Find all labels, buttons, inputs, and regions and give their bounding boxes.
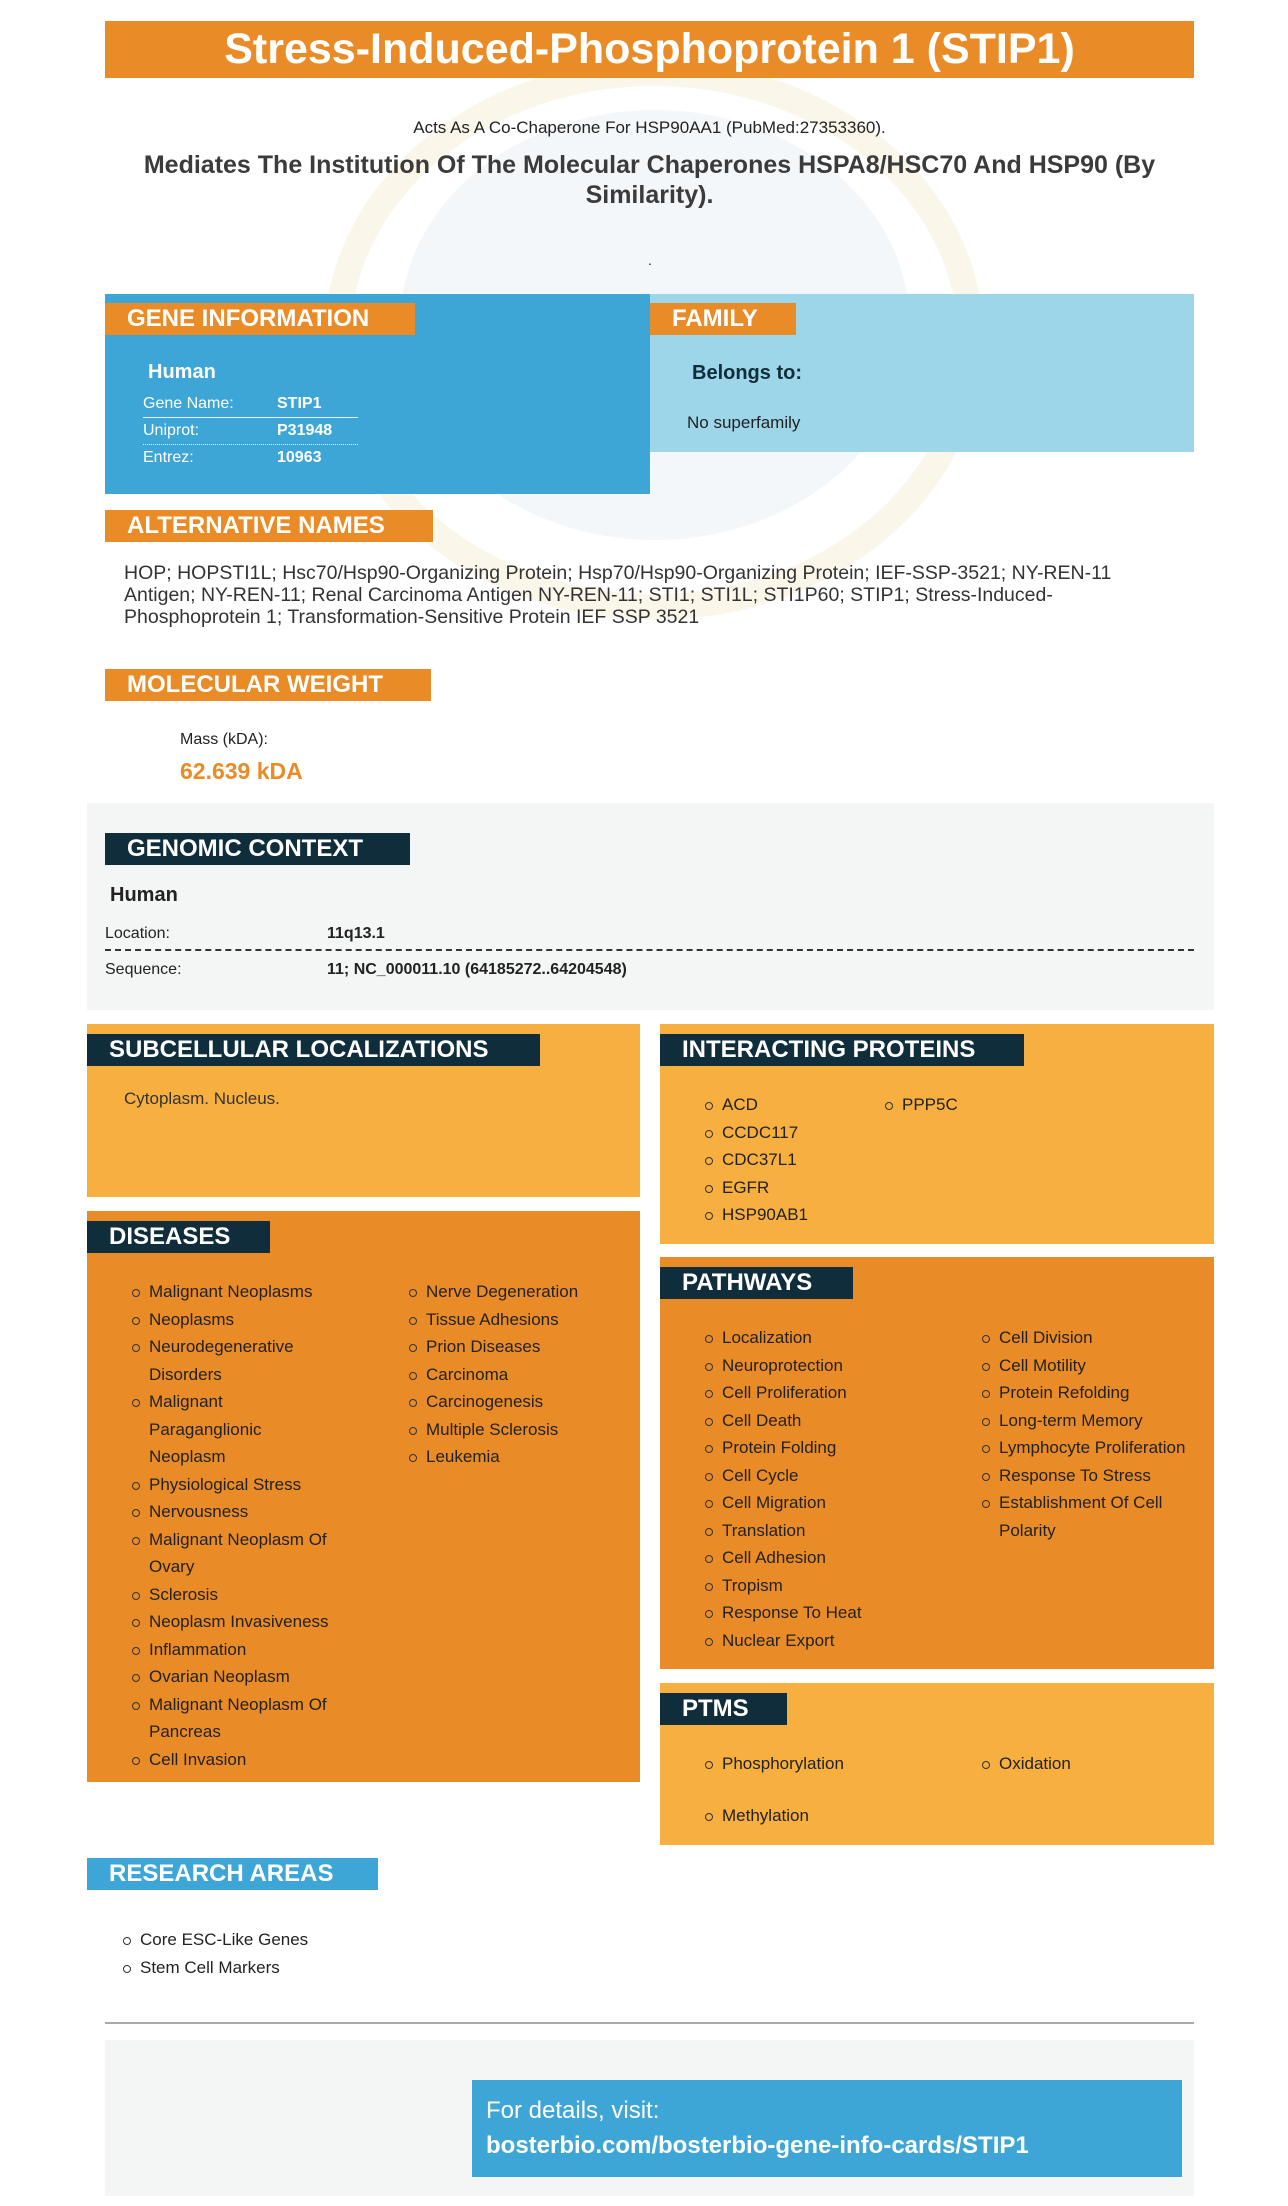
list-item: Cell Invasion — [129, 1746, 349, 1774]
list-item: Neoplasm Invasiveness — [129, 1608, 349, 1636]
divider — [105, 2022, 1194, 2024]
list-item: Translation — [702, 1517, 962, 1545]
entrez-label: Entrez: — [143, 449, 194, 466]
list-item: Ovarian Neoplasm — [129, 1663, 349, 1691]
list-item: CCDC117 — [702, 1119, 872, 1147]
list-item: Malignant Neoplasm Of Ovary — [129, 1526, 349, 1581]
list-item: Cell Proliferation — [702, 1379, 962, 1407]
list-item: Response To Heat — [702, 1599, 962, 1627]
research-areas-list — [120, 1926, 520, 1981]
pathways-list-1 — [702, 1324, 962, 1654]
subcellular-heading: SUBCELLULAR LOCALIZATIONS — [87, 1034, 540, 1066]
list-item: Neurodegenerative Disorders — [129, 1333, 349, 1388]
summary-line-2: Mediates The Institution Of The Molecular Chaperones HSPA8/HSC70 And HSP90 (By Similarity). — [143, 151, 1156, 209]
list-item: Lymphocyte Proliferation — [979, 1434, 1204, 1462]
list-item: Carcinoma — [406, 1361, 626, 1389]
alternative-names-heading: ALTERNATIVE NAMES — [105, 510, 433, 542]
gene-species: Human — [148, 361, 216, 383]
list-item: Nerve Degeneration — [406, 1278, 626, 1306]
mass-label: Mass (kDA): — [180, 731, 268, 748]
sequence-value: 11; NC_000011.10 (64185272..64204548) — [327, 961, 627, 978]
genomic-context-heading: GENOMIC CONTEXT — [105, 833, 410, 865]
list-item: Cell Adhesion — [702, 1544, 962, 1572]
summary-dot: . — [648, 252, 652, 268]
list-item: Leukemia — [406, 1443, 626, 1471]
list-item: Physiological Stress — [129, 1471, 349, 1499]
uniprot-value: P31948 — [277, 422, 333, 439]
ptms-heading: PTMS — [660, 1693, 787, 1725]
list-item: Protein Refolding — [979, 1379, 1204, 1407]
location-value: 11q13.1 — [327, 925, 385, 942]
list-item: Methylation — [702, 1802, 942, 1830]
list-item: Cell Migration — [702, 1489, 962, 1517]
list-item: ACD — [702, 1091, 872, 1119]
interacting-proteins-heading: INTERACTING PROTEINS — [660, 1034, 1024, 1066]
list-item: Cell Division — [979, 1324, 1204, 1352]
list-item: Nuclear Export — [702, 1627, 962, 1655]
list-item: Tropism — [702, 1572, 962, 1600]
list-item: Phosphorylation — [702, 1750, 942, 1778]
summary-line-1: Acts As A Co-Chaperone For HSP90AA1 (PubMed:27353360). — [413, 118, 886, 137]
uniprot-row — [143, 418, 358, 445]
entrez-value: 10963 — [277, 449, 322, 466]
list-item: Response To Stress — [979, 1462, 1204, 1490]
details-label: For details, visit: — [486, 2097, 660, 2124]
alternative-names-text: HOP; HOPSTI1L; Hsc70/Hsp90-Organizing Protein; Hsp70/Hsp90-Organizing Protein; IEF-SSP-3521; NY-REN-11 Antigen; NY-REN-11; Renal Carcinoma Antigen NY-REN-11; STI1; STI1L; STI1P60; STIP1; Stress-Induced-Phosphoprotein 1; Transformation-Sensitive Protein IEF SSP 3521 — [124, 562, 1112, 628]
genomic-species: Human — [110, 884, 178, 906]
list-item: Long-term Memory — [979, 1407, 1204, 1435]
pathways-heading: PATHWAYS — [660, 1267, 853, 1299]
list-item: Malignant Neoplasms — [129, 1278, 349, 1306]
interacting-list-2 — [882, 1091, 1082, 1119]
diseases-heading: DISEASES — [87, 1221, 270, 1253]
research-areas-heading: RESEARCH AREAS — [87, 1858, 378, 1890]
list-item: PPP5C — [882, 1091, 1082, 1119]
subcellular-text: Cytoplasm. Nucleus. — [124, 1089, 280, 1108]
family-heading: FAMILY — [650, 303, 796, 335]
diseases-list-1 — [129, 1278, 349, 1773]
list-item: Oxidation — [979, 1750, 1179, 1778]
gene-name-row — [143, 391, 358, 418]
list-item: Inflammation — [129, 1636, 349, 1664]
list-item: Prion Diseases — [406, 1333, 626, 1361]
list-item: Malignant Paraganglionic Neoplasm — [129, 1388, 294, 1471]
list-item: Sclerosis — [129, 1581, 349, 1609]
gene-name-value: STIP1 — [277, 395, 322, 412]
list-item: Cell Death — [702, 1407, 962, 1435]
molecular-weight-heading: MOLECULAR WEIGHT — [105, 669, 431, 701]
family-value: No superfamily — [687, 413, 801, 432]
list-item: EGFR — [702, 1174, 872, 1202]
details-link[interactable]: bosterbio.com/bosterbio-gene-info-cards/STIP1 — [486, 2132, 1029, 2159]
list-item: Carcinogenesis — [406, 1388, 626, 1416]
list-item: Core ESC-Like Genes — [120, 1926, 520, 1954]
list-item: Cell Cycle — [702, 1462, 962, 1490]
family-belongs-label: Belongs to: — [692, 362, 802, 384]
interacting-list-1 — [702, 1091, 872, 1229]
list-item: HSP90AB1 — [702, 1201, 872, 1229]
list-item: Neuroprotection — [702, 1352, 962, 1380]
diseases-list-2 — [406, 1278, 626, 1471]
sequence-row — [105, 953, 1194, 987]
list-item: Malignant Neoplasm Of Pancreas — [129, 1691, 349, 1746]
list-item: Cell Motility — [979, 1352, 1204, 1380]
sequence-label: Sequence: — [105, 961, 182, 978]
details-link-box[interactable] — [472, 2080, 1182, 2177]
list-item: Protein Folding — [702, 1434, 962, 1462]
entrez-row — [143, 445, 358, 472]
list-item: Stem Cell Markers — [120, 1954, 520, 1982]
list-item: Localization — [702, 1324, 962, 1352]
pathways-list-2 — [979, 1324, 1204, 1544]
list-item: CDC37L1 — [702, 1146, 872, 1174]
list-item: Tissue Adhesions — [406, 1306, 626, 1334]
location-label: Location: — [105, 925, 170, 942]
uniprot-label: Uniprot: — [143, 422, 200, 439]
ptms-list-2 — [979, 1750, 1179, 1778]
list-item: Establishment Of Cell Polarity — [979, 1489, 1174, 1544]
ptms-list-1 — [702, 1750, 942, 1829]
location-row — [105, 917, 1194, 951]
list-item: Nervousness — [129, 1498, 349, 1526]
gene-name-label: Gene Name: — [143, 395, 234, 412]
list-item: Neoplasms — [129, 1306, 349, 1334]
page-title: Stress-Induced-Phosphoprotein 1 (STIP1) — [105, 21, 1194, 78]
mass-value: 62.639 kDA — [180, 758, 303, 784]
list-item: Multiple Sclerosis — [406, 1416, 626, 1444]
gene-information-heading: GENE INFORMATION — [105, 303, 415, 335]
